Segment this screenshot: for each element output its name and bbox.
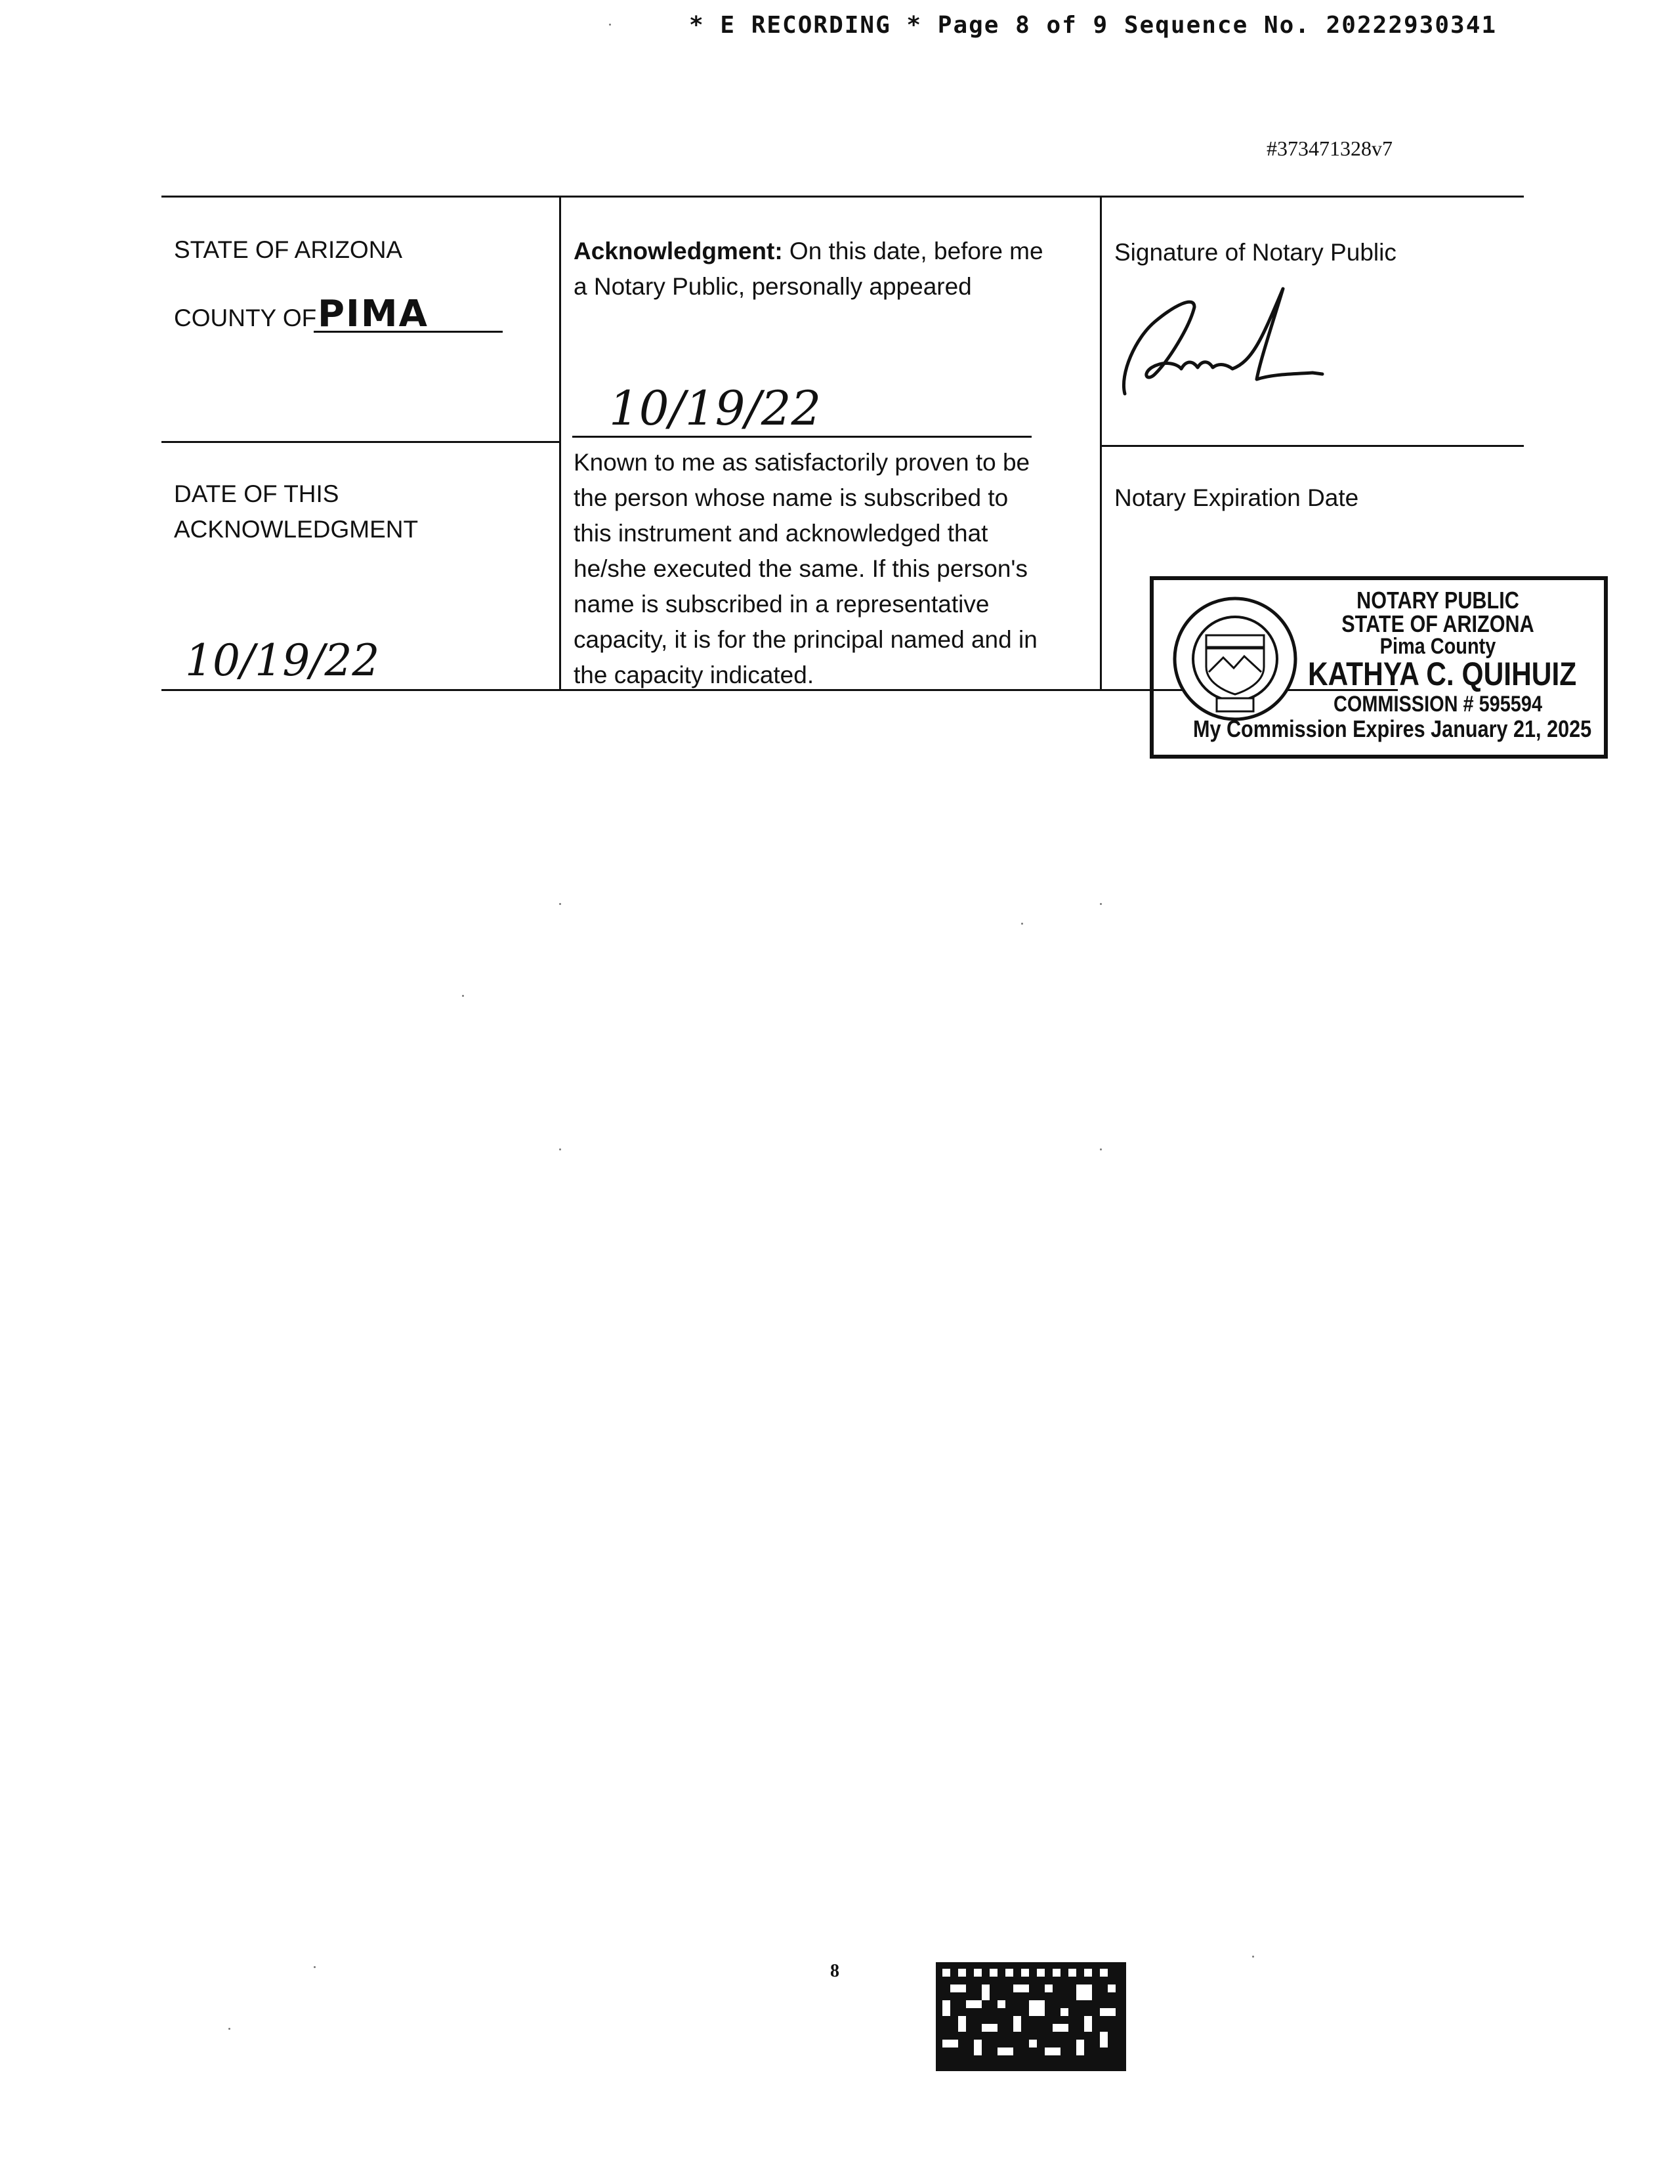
scan-speck (228, 2028, 230, 2030)
column-divider-left (559, 196, 561, 691)
right-column-row-divider (1102, 445, 1524, 447)
arizona-seal-icon (1171, 595, 1299, 723)
stamp-expires: My Commission Expires January 21, 2025 (1192, 715, 1592, 742)
acknowledgment-intro-line1 (574, 234, 1043, 269)
acknowledgment-body-line: name is subscribed in a representative (574, 591, 990, 618)
scan-speck (609, 24, 611, 26)
acknowledgment-date-handwritten: 10/19/22 (185, 635, 380, 686)
barcode-pattern (936, 1962, 1126, 2071)
datamatrix-barcode (936, 1962, 1126, 2071)
appeared-handwritten: 10/19/22 (609, 381, 822, 436)
acknowledgment-label: Acknowledgment: (574, 238, 783, 264)
scan-speck (559, 1148, 561, 1150)
stamp-notary-name: KATHYA C. QUIHUIZ (1307, 656, 1577, 692)
acknowledgment-body-line: capacity, it is for the principal named and in (574, 626, 1038, 653)
stamp-commission: COMMISSION # 595594 (1333, 692, 1543, 717)
acknowledgment-body-line: Known to me as satisfactorily proven to be (574, 449, 1030, 476)
scan-speck (1100, 903, 1102, 905)
scan-speck (314, 1966, 316, 1968)
scan-speck (462, 995, 464, 997)
notary-signature (1116, 276, 1339, 407)
scan-speck (1100, 1148, 1102, 1150)
state-label: STATE OF ARIZONA (174, 236, 403, 263)
stamp-state: STATE OF ARIZONA (1341, 610, 1534, 637)
date-label-line1: DATE OF THIS (174, 480, 339, 507)
appeared-underline (572, 436, 1032, 438)
document-id: #373471328v7 (1267, 136, 1393, 160)
acknowledgment-intro-line2: a Notary Public, personally appeared (574, 273, 972, 300)
recording-header: * E RECORDING * Page 8 of 9 Sequence No. 20222930341 (689, 12, 1498, 39)
column-divider-right (1100, 196, 1102, 691)
stamp-title: NOTARY PUBLIC (1356, 587, 1519, 614)
notary-stamp (1150, 576, 1608, 759)
scan-speck (1252, 1956, 1254, 1958)
expiration-label: Notary Expiration Date (1114, 484, 1359, 511)
acknowledgment-body-line: this instrument and acknowledged that (574, 520, 988, 547)
left-column-row-divider (161, 441, 559, 443)
county-label: COUNTY OF (174, 304, 317, 331)
scan-speck (559, 903, 561, 905)
acknowledgment-body-line: he/she executed the same. If this person's (574, 555, 1028, 582)
acknowledgment-intro-rest: On this date, before me (782, 238, 1043, 264)
signature-label: Signature of Notary Public (1114, 239, 1396, 266)
stamp-county: Pima County (1379, 634, 1496, 659)
scan-speck (1021, 923, 1023, 925)
date-label-line2: ACKNOWLEDGMENT (174, 516, 419, 543)
acknowledgment-body-line: the person whose name is subscribed to (574, 484, 1009, 511)
table-top-border (161, 196, 1524, 198)
page-number: 8 (830, 1961, 839, 1981)
county-handwritten: PIMA (318, 293, 429, 335)
acknowledgment-body-line: the capacity indicated. (574, 662, 814, 688)
